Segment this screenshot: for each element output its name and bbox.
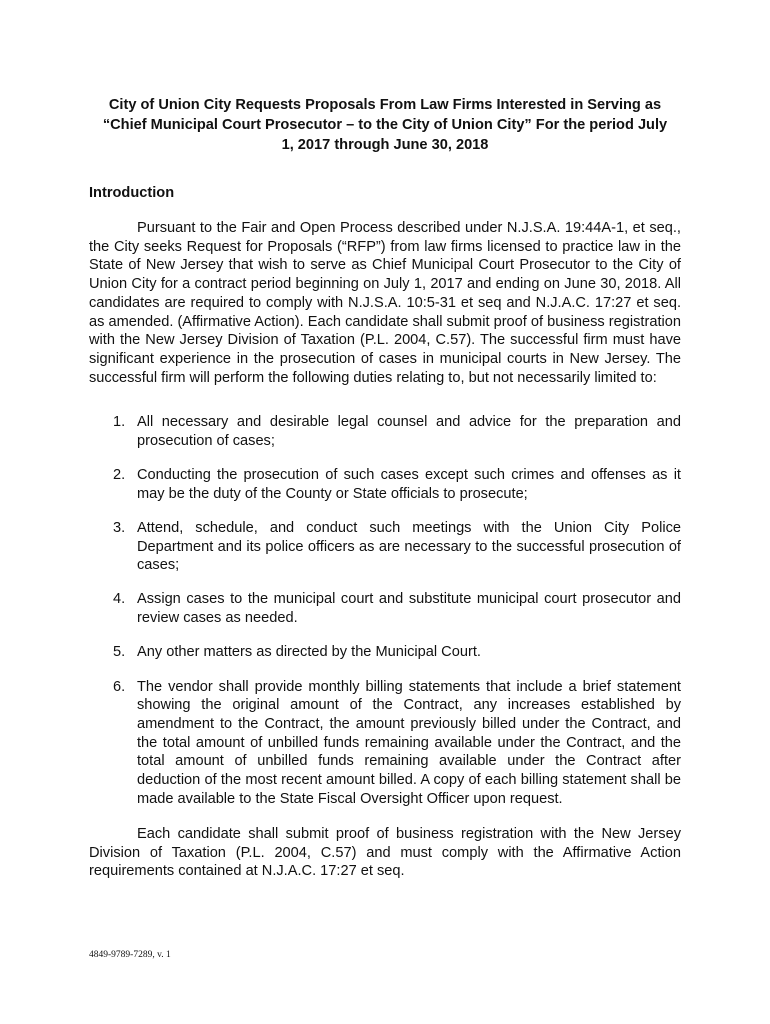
- duty-item: [89, 519, 681, 575]
- duty-item: [89, 466, 681, 503]
- duty-number: 1.: [113, 414, 126, 430]
- duty-number: 5.: [113, 644, 126, 661]
- duties-list: [89, 413, 681, 824]
- document-footer-id: 4849-9789-7289, v. 1: [89, 950, 171, 960]
- duty-number: 3.: [113, 519, 126, 536]
- duty-text: Attend, schedule, and conduct such meetings with the Union City Police Department and its police officers as are necessary to the successful prosecution of cases;: [137, 519, 681, 574]
- duty-text: Any other matters as directed by the Municipal Court.: [137, 644, 481, 661]
- duty-text: Assign cases to the municipal court and substitute municipal court prosecutor and review cases as needed.: [137, 591, 681, 627]
- intro-paragraph: Pursuant to the Fair and Open Process described under N.J.S.A. 19:44A-1, et seq., the City seeks Request for Proposals (“RFP”) from law firms licensed to practice law in the State of New Jersey that wish to serve as Chief Municipal Court Prosecutor to the City of Union City for a contract period beginning on July 1, 2017 and ending on June 30, 2018. All candidates are required to comply with N.J.S.A. 10:5-31 et seq and N.J.A.C. 17:27 et seq. as amended. (Affirmative Action). Each candidate shall submit proof of business registration with the New Jersey Division of Taxation (P.L. 2004, C.57). The successful firm must have significant experience in the prosecution of cases in municipal courts in New Jersey. The successful firm will perform the following duties relating to, but not necessarily limited to:: [89, 220, 681, 386]
- closing-paragraph: Each candidate shall submit proof of business registration with the New Jersey Division of Taxation (P.L. 2004, C.57) and must comply with the Affirmative Action requirements contained at N.J.A.C. 17:27 et seq.: [89, 826, 681, 880]
- duty-number: 6.: [113, 678, 126, 695]
- duty-item: [89, 643, 681, 662]
- document-title: City of Union City Requests Proposals From Law Firms Interested in Serving as “Chief Municipal Court Prosecutor – to the City of Union City” For the period July 1, 2017 through June 30, 2018: [102, 97, 668, 153]
- duty-text: All necessary and desirable legal counsel and advice for the preparation and prosecution of cases;: [137, 414, 681, 449]
- duty-item: [89, 678, 681, 809]
- duty-item: [89, 413, 681, 450]
- duty-item: [89, 590, 681, 627]
- duty-number: 4.: [113, 591, 126, 608]
- duty-text: Conducting the prosecution of such cases except such crimes and offenses as it may be the duty of the County or State officials to prosecute;: [137, 466, 681, 502]
- duty-number: 2.: [113, 466, 126, 483]
- duty-text: The vendor shall provide monthly billing statements that include a brief statement showing the original amount of the Contract, any increases established by amendment to the Contract, the amount previously billed under the Contract, and the total amount of unbilled funds remaining available under the Contract, and the total amount of unbilled funds remaining available under the Contract after deduction of the most recent amount billed. A copy of each billing statement shall be made available to the State Fiscal Oversight Officer upon request.: [137, 678, 681, 807]
- section-heading: Introduction: [89, 185, 175, 201]
